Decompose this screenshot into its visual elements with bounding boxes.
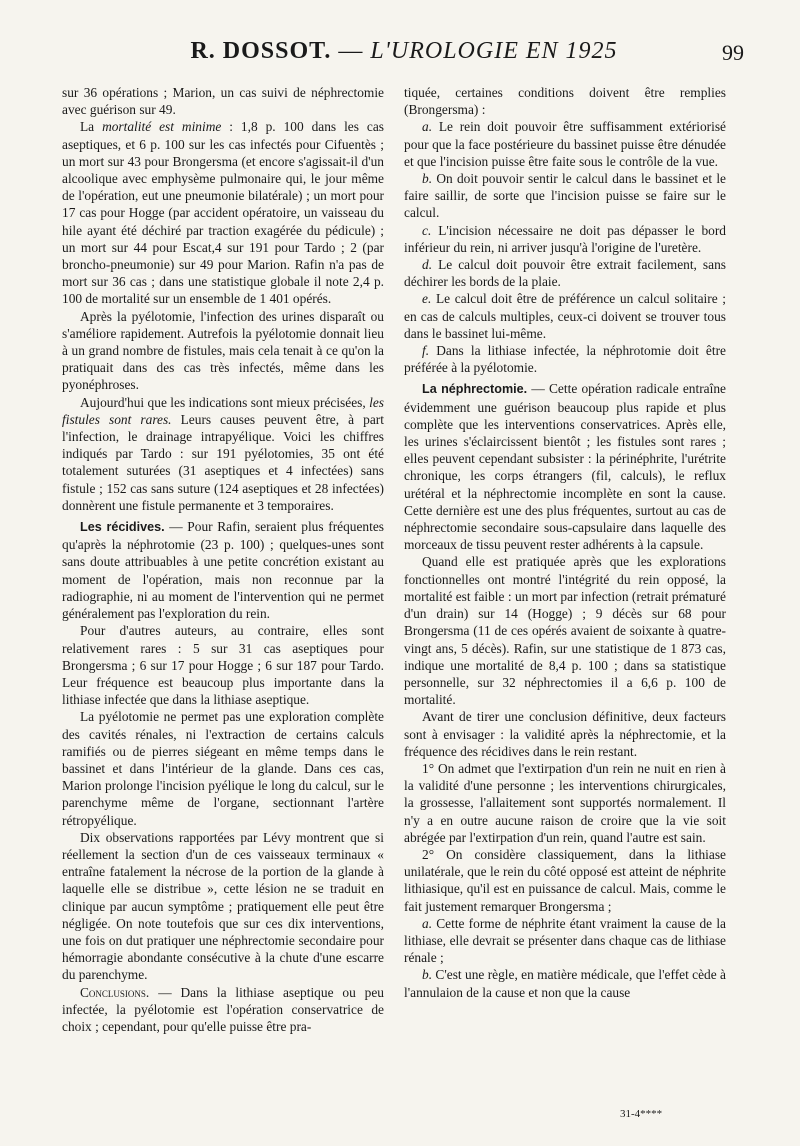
list-label: d. — [422, 257, 433, 273]
text-run: — Dans la lithiase aseptique ou peu infectée, la pyélotomie est l'opération conservatrice de choix ; cependant, pour qu'elle puisse être pra- — [62, 984, 384, 1034]
paragraph-nephrectomie — [404, 380, 726, 553]
list-label: b. — [422, 171, 433, 187]
list-label: a. — [422, 915, 433, 931]
paragraph-recidives — [62, 518, 384, 622]
emphasis-text: les fistules sont rares. — [62, 394, 384, 427]
list-label: a. — [422, 119, 433, 135]
list-text: Le calcul doit être de préférence un calcul solitaire ; en cas de calculs multiples, ceux-ci doivent se trouver tous dans le bassinet lui-même. — [404, 291, 726, 341]
list-label: f. — [422, 343, 430, 359]
text-run: La — [80, 119, 95, 135]
header-title: L'UROLOGIE EN 1925 — [370, 38, 618, 64]
list-item — [404, 170, 726, 222]
right-column — [404, 84, 726, 1001]
header-dash: — — [338, 38, 364, 64]
list-item — [404, 222, 726, 256]
list-text: C'est une règle, en matière médicale, que l'effet cède à l'annulaion de la cause et non que la cause — [404, 967, 727, 1000]
paragraph-mortality — [62, 118, 384, 307]
printer-signature: 31-4**** — [620, 1108, 663, 1120]
left-column — [62, 84, 384, 1035]
header-author: R. DOSSOT. — [190, 38, 332, 64]
list-text: L'incision nécessaire ne doit pas dépasser le bord inférieur du rein, ni arriver jusqu'à l'origine de l'uretère. — [404, 222, 726, 255]
list-text: Cette forme de néphrite étant vraiment la cause de la lithiase, elle devrait se présenter dans chaque cas de lithiase rénale ; — [404, 915, 726, 966]
paragraph: tiquée, certaines conditions doivent être remplies (Brongersma) : — [404, 85, 726, 118]
paragraph: Après la pyélotomie, l'infection des urines disparaît ou s'améliore rapidement. Autrefois la pyélotomie donnait lieu à un grand nombre de fistules, mais cela tenait à ce qu'on la pratiquait dans des cas très infectés, même dans les pyonéphroses. — [62, 308, 384, 393]
list-label: b. — [422, 967, 433, 983]
running-head — [64, 38, 744, 65]
list-item — [404, 966, 726, 1000]
paragraph: sur 36 opérations ; Marion, un cas suivi de néphrectomie avec guérison sur 49. — [62, 85, 384, 118]
page-number: 99 — [722, 40, 744, 65]
list-label: c. — [422, 222, 432, 238]
list-text: Dans la lithiase infectée, la néphrotomie doit être préférée à la pyélotomie. — [404, 343, 726, 376]
section-heading: Conclusions. — [80, 984, 150, 1000]
paragraph: Quand elle est pratiquée après que les explorations fonctionnelles ont montré l'intégrité du rein opposé, la mortalité est faible : un mort par infection (retrait prématuré d'un drain) sur 14 (Hogge) ; 9 décès sur 68 pour Brongersma (11 de ces opérés avaient de soixante à quatre-vingt ans, 5 décès). Rafin, sur une statistique de 1 873 cas, indique une mortalité de 8,4 p. 100 ; dans sa statistique personnelle, sur 32 néphrectomies il a 6,6 p. 100 de mortalité. — [404, 554, 726, 708]
paragraph: 1° On admet que l'extirpation d'un rein ne nuit en rien à la validité d'une personne ; les interventions chirurgicales, la grossesse, l'allaitement sont supportés normalement. Il n'y a en outre aucune raison de croire que la vie soit abrégée par l'extirpation d'un rein, quand l'autre est sain. — [404, 760, 726, 845]
list-item — [404, 915, 726, 967]
text-run: Leurs causes peuvent être, à part l'infection, le drainage intrapyélique. Voici les chiffres indiqués par Tardo : sur 191 pyélotomies, 35 ont été totalement suturées (31 aseptiques et 4 infectées) sans fistule ; 152 cas sans suture (124 aseptiques et 28 infectées) donnèrent une fistule permanente et 3 temporaires. — [62, 411, 384, 513]
list-item — [404, 256, 726, 290]
list-label: e. — [422, 291, 432, 307]
paragraph: Dix observations rapportées par Lévy montrent que si réellement la section d'un de ces vaisseaux terminaux « entraîne fatalement la nécrose de la portion de la glande à laquelle elle se distribue », cette lésion ne se traduit en clinique par aucun symptôme ; pratiquement elle peut être négligée. On note toutefois que sur ces dix interventions, une fois on dut pratiquer une néphrectomie secondaire pour hémorragie abondante consécutive à la chute d'une escarre du parenchyme. — [62, 829, 384, 983]
list-text: On doit pouvoir sentir le calcul dans le bassinet et le faire saillir, de sorte que l'incision puisse se faire sur le calcul. — [404, 171, 726, 221]
list-item — [404, 290, 726, 342]
paragraph-fistules — [62, 394, 384, 514]
list-item — [404, 342, 726, 376]
text-run: Aujourd'hui que les indications sont mieux précisées, — [80, 394, 366, 410]
paragraph: Avant de tirer une conclusion définitive, deux facteurs sont à envisager : la validité après la néphrectomie, et la fréquence des récidives dans le rein restant. — [404, 709, 726, 759]
text-run: — Cette opération radicale entraîne évidemment une guérison beaucoup plus rapide et plus complète que les interventions conservatrices. Après elle, les urines s'éclaircissent bientôt ; les fistules sont rares ; elles peuvent cependant subsister : la périnéphrite, l'urétrite chronique, les corps étrangers (fil, calculs), le reflux urétéral et la néphrectomie incomplète en sont la cause. Cette dernière est une des plus fréquentes, surtout au cas de néphrectomie secondaire sous-capsulaire dans laquelle des morceaux de tissu peuvent rester adhérents à la capsule. — [404, 381, 726, 553]
paragraph-conclusions — [62, 984, 384, 1036]
section-heading: Les récidives. — [80, 520, 165, 535]
text-run: : 1,8 p. 100 dans les cas aseptiques, et 6 p. 100 sur les cas infectés pour Cifuentès ; un mort sur 43 pour Brongersma (et encore s'agissait-il d'un alcoolique avec emphysème pulmonaire qui, le jour même de l'opération, eut une pneumonie bilatérale) ; un mort pour 17 cas pour Hogge (par accident opératoire, un vaisseau du hile ayant été déchiré par traction exagérée du pédicule) ; un mort sur 44 pour Escat,4 sur 191 pour Tardo ; 2 (par broncho-pneumonie) sur 49 pour Marion. Rafin n'a pas de mort sur 36 cas ; dans une statistique globale il note 2,4 p. 100 de mortalité sur un ensemble de 1 401 opérés. — [62, 119, 384, 307]
list-text: Le rein doit pouvoir être suffisamment extériorisé pour que la face postérieure du bassinet puisse être dénudée et que l'incision puisse être faite sous le contrôle de la vue. — [404, 119, 726, 169]
text-run: — Pour Rafin, seraient plus fréquentes qu'après la néphrotomie (23 p. 100) ; quelques-unes sont sans doute attribuables à une petite concrétion existant au moment de l'opération, mais non reconnue par la radiographie, ni au moment de l'intervention qui ne permet généralement pas l'exploration du rein. — [62, 519, 384, 622]
paragraph: 2° On considère classiquement, dans la lithiase unilatérale, que le rein du côté opposé est atteint de néphrite lithiasique, qu'il est en puissance de calcul. Mais, comme le fait justement remarquer Brongersma ; — [404, 846, 726, 914]
section-heading: La néphrectomie. — [422, 382, 528, 397]
paragraph: La pyélotomie ne permet pas une exploration complète des cavités rénales, ni l'extraction de certains calculs ramifiés ou de pierres siégeant en même temps dans le bassinet et dans l'intérieur de la glande. Dans ces cas, Marion prolonge l'incision pyélique le long du calcul, sur le parenchyme même de l'organe, sectionnant l'artère rétropyélique. — [62, 709, 384, 828]
paragraph: Pour d'autres auteurs, au contraire, elles sont relativement rares : 5 sur 31 cas aseptiques pour Brongersma ; 6 sur 17 pour Hogge ; 6 sur 187 pour Tardo. Leur fréquence est beaucoup plus importante dans la lithiase infectée que dans la lithiase aseptique. — [62, 623, 384, 708]
list-text: Le calcul doit pouvoir être extrait facilement, sans déchirer les bords de la plaie. — [404, 257, 726, 290]
emphasis-text: mortalité est minime — [102, 119, 222, 135]
list-item — [404, 118, 726, 170]
page-header — [64, 38, 744, 78]
